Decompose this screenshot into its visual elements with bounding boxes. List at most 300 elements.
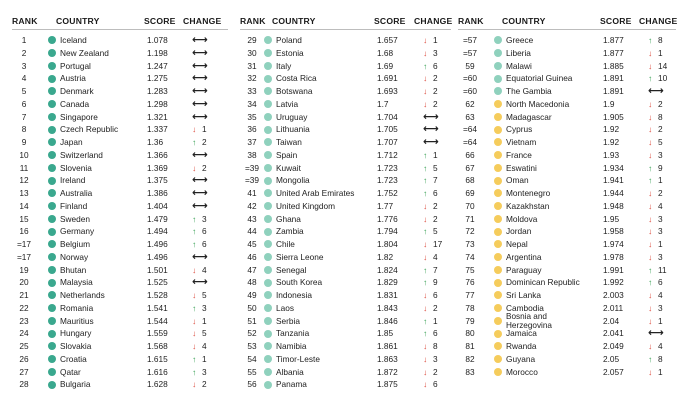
rank-cell: 20 [19, 277, 29, 288]
change-cell [423, 162, 455, 175]
tier-dot-icon [494, 291, 502, 299]
score-cell: 1.198 [147, 47, 168, 58]
tier-dot-icon [48, 113, 56, 121]
rank-cell: 34 [247, 98, 257, 109]
arrow-down-icon: ↓ [648, 239, 653, 249]
change-cell [192, 353, 224, 366]
country-name: Paraguay [506, 264, 542, 275]
arrow-up-icon: ↑ [648, 162, 653, 173]
country-name: Austria [60, 73, 86, 84]
rank-cell: 77 [465, 290, 475, 300]
tier-dot-icon [48, 368, 56, 376]
country-name: Oman [506, 175, 529, 186]
arrow-up-icon: ↑ [423, 188, 428, 198]
score-cell: 1.375 [147, 175, 168, 186]
country-name: Malawi [506, 60, 532, 71]
tier-dot-icon [48, 330, 56, 338]
table-row [12, 47, 232, 60]
country-name: Mongolia [276, 175, 310, 186]
arrow-up-icon: ↑ [648, 175, 653, 186]
change-value: 2 [202, 137, 207, 147]
change-cell [423, 340, 455, 353]
change-cell [192, 111, 224, 124]
change-value: 1 [658, 175, 663, 186]
change-value: 5 [433, 226, 438, 237]
arrow-up-icon: ↑ [423, 149, 428, 160]
change-cell [192, 85, 224, 98]
rank-cell: =17 [16, 251, 32, 262]
country-name: Netherlands [60, 290, 105, 300]
change-value: 6 [433, 379, 438, 390]
score-cell: 1.712 [377, 149, 398, 160]
table-row [12, 378, 232, 391]
rank-cell: 2 [21, 47, 27, 58]
change-cell [423, 315, 455, 328]
score-cell: 1.247 [147, 60, 168, 71]
tier-dot-icon [264, 126, 272, 134]
arrow-down-icon: ↓ [423, 366, 428, 377]
score-cell: 1.991 [603, 264, 624, 275]
arrow-down-icon: ↓ [648, 111, 653, 122]
rank-cell: 3 [21, 60, 27, 71]
score-cell: 2.003 [603, 290, 624, 300]
tier-dot-icon [264, 164, 272, 172]
score-cell: 1.275 [147, 73, 168, 84]
tier-dot-icon [494, 342, 502, 350]
rank-cell: 45 [247, 239, 257, 249]
score-cell: 1.705 [377, 124, 398, 135]
arrow-up-icon: ↑ [423, 264, 428, 275]
header-change: CHANGE [414, 16, 453, 26]
country-name: Slovakia [60, 341, 92, 351]
rank-cell: 50 [247, 302, 257, 313]
table-row [458, 340, 680, 353]
change-cell [423, 98, 455, 111]
change-value: 7 [433, 264, 438, 275]
header-rank: RANK [240, 16, 266, 26]
change-value: 7 [433, 175, 438, 186]
table-row [12, 98, 232, 111]
country-name: Latvia [276, 98, 299, 109]
change-value: 2 [433, 200, 438, 211]
score-cell: 1.628 [147, 379, 168, 390]
arrow-down-icon: ↓ [648, 188, 653, 198]
score-cell: 1.615 [147, 353, 168, 364]
rank-cell: 24 [19, 328, 29, 339]
rank-cell: 47 [247, 264, 257, 275]
country-name: Portugal [60, 60, 91, 71]
change-value: 1 [658, 366, 663, 377]
change-cell [423, 200, 455, 213]
change-cell [423, 225, 455, 238]
rank-cell: 54 [247, 353, 257, 364]
table-row [240, 47, 455, 60]
score-cell: 1.496 [147, 251, 168, 262]
arrow-down-icon: ↓ [423, 35, 428, 45]
rank-cell: 12 [19, 175, 29, 186]
country-name: Bosnia and Herzegovina [506, 311, 552, 330]
rank-cell: 1 [21, 35, 27, 45]
header-rank: RANK [458, 16, 484, 26]
score-cell: 1.544 [147, 315, 168, 326]
score-cell: 1.723 [377, 162, 398, 173]
rank-cell: =17 [16, 239, 32, 249]
score-cell: 2.05 [603, 353, 620, 364]
score-cell: 1.948 [603, 200, 624, 211]
tier-dot-icon [494, 355, 502, 363]
country-name: Denmark [60, 86, 94, 96]
change-value: 4 [658, 341, 663, 351]
arrow-up-icon: ↑ [423, 162, 428, 173]
tier-dot-icon [264, 36, 272, 44]
change-cell [423, 366, 455, 379]
country-name: Czech Republic [60, 124, 119, 135]
tier-dot-icon [494, 279, 502, 287]
arrow-down-icon: ↓ [192, 315, 197, 326]
country-name: Guyana [506, 353, 536, 364]
change-value: 1 [202, 353, 207, 364]
tier-dot-icon [494, 330, 502, 338]
table-row [12, 34, 232, 47]
tier-dot-icon [494, 62, 502, 70]
ranking-column [240, 0, 455, 408]
score-cell: 1.875 [377, 379, 398, 390]
table-row [240, 136, 455, 149]
tier-dot-icon [494, 100, 502, 108]
country-name: Spain [276, 149, 298, 160]
rank-cell: 16 [19, 226, 29, 237]
tier-dot-icon [48, 355, 56, 363]
table-row [240, 187, 455, 200]
change-value: 8 [658, 111, 663, 122]
score-cell: 1.843 [377, 302, 398, 313]
country-name: Indonesia [276, 290, 312, 300]
change-value: 3 [202, 366, 207, 377]
change-cell [192, 315, 224, 328]
score-cell: 1.885 [603, 60, 624, 71]
header-score: SCORE [374, 16, 406, 26]
country-name: Sierra Leone [276, 251, 324, 262]
country-name: Chile [276, 239, 295, 249]
change-value: 14 [658, 60, 668, 71]
country-name: Liberia [506, 47, 531, 58]
country-name: Montenegro [506, 188, 551, 198]
country-name: Vietnam [506, 137, 537, 147]
tier-dot-icon [494, 177, 502, 185]
change-value: 3 [433, 47, 438, 58]
tier-dot-icon [264, 113, 272, 121]
score-cell: 1.707 [377, 137, 398, 147]
change-value: 2 [202, 162, 207, 173]
rank-cell: 53 [247, 341, 257, 351]
change-value: 6 [202, 226, 207, 237]
country-name: Sri Lanka [506, 290, 542, 300]
country-name: Bulgaria [60, 379, 91, 390]
score-cell: 1.794 [377, 226, 398, 237]
rank-cell: 76 [465, 277, 475, 288]
score-cell: 2.041 [603, 328, 624, 339]
tier-dot-icon [48, 49, 56, 57]
table-row [240, 302, 455, 315]
change-value: 4 [433, 251, 438, 262]
change-value: 1 [658, 239, 663, 249]
arrow-up-icon: ↑ [192, 239, 197, 249]
score-cell: 1.657 [377, 35, 398, 45]
country-name: The Gambia [506, 86, 552, 96]
rank-cell: 59 [465, 60, 475, 71]
tier-dot-icon [264, 49, 272, 57]
rank-cell: 41 [247, 188, 257, 198]
score-cell: 1.7 [377, 98, 389, 109]
header-divider [12, 29, 228, 30]
rank-cell: 75 [465, 264, 475, 275]
arrow-down-icon: ↓ [192, 264, 197, 275]
tier-dot-icon [48, 253, 56, 261]
rank-cell: 28 [19, 379, 29, 390]
table-row [12, 149, 232, 162]
table-row [12, 136, 232, 149]
country-name: United Kingdom [276, 200, 336, 211]
change-cell [423, 47, 455, 60]
change-cell [192, 123, 224, 136]
country-name: Lithuania [276, 124, 310, 135]
tier-dot-icon [494, 138, 502, 146]
change-value: 3 [202, 213, 207, 224]
change-cell [192, 238, 224, 251]
change-cell [648, 98, 680, 111]
score-cell: 1.386 [147, 188, 168, 198]
tier-dot-icon [48, 279, 56, 287]
arrow-down-icon: ↓ [423, 251, 428, 262]
change-value: 3 [658, 226, 663, 237]
arrow-down-icon: ↓ [423, 341, 428, 351]
table-row [458, 60, 680, 73]
change-value: 6 [433, 60, 438, 71]
country-name: South Korea [276, 277, 323, 288]
rank-cell: 15 [19, 213, 29, 224]
change-cell [648, 353, 680, 366]
arrow-down-icon: ↓ [423, 86, 428, 96]
rank-cell: =60 [462, 86, 478, 96]
table-row [12, 289, 232, 302]
tier-dot-icon [494, 266, 502, 274]
table-row [458, 311, 680, 330]
header-score: SCORE [600, 16, 632, 26]
arrow-down-icon: ↓ [423, 47, 428, 58]
table-row [12, 72, 232, 85]
tier-dot-icon [48, 75, 56, 83]
rank-cell: 55 [247, 366, 257, 377]
change-value: 5 [433, 162, 438, 173]
rank-cell: 22 [19, 302, 29, 313]
change-cell [423, 111, 455, 124]
tier-dot-icon [264, 100, 272, 108]
arrow-up-icon: ↑ [192, 213, 197, 224]
arrow-up-icon: ↑ [648, 264, 653, 275]
country-name: Cyprus [506, 124, 533, 135]
tier-dot-icon [48, 164, 56, 172]
change-cell [192, 149, 224, 162]
arrow-down-icon: ↓ [423, 379, 428, 390]
rank-cell: 56 [247, 379, 257, 390]
change-value: 1 [202, 124, 207, 135]
tier-dot-icon [264, 202, 272, 210]
change-value: 5 [202, 290, 207, 300]
tier-dot-icon [48, 177, 56, 185]
tier-dot-icon [48, 126, 56, 134]
arrow-down-icon: ↓ [192, 379, 197, 390]
table-row [240, 174, 455, 187]
country-name: Qatar [60, 366, 81, 377]
header-country: COUNTRY [502, 16, 546, 26]
tier-dot-icon [494, 189, 502, 197]
tier-dot-icon [494, 304, 502, 312]
country-name: Zambia [276, 226, 304, 237]
score-cell: 1.82 [377, 251, 394, 262]
score-cell: 1.693 [377, 86, 398, 96]
arrow-down-icon: ↓ [192, 124, 197, 135]
no-change-icon: ⟷ [192, 148, 208, 161]
table-row [240, 264, 455, 277]
score-cell: 1.776 [377, 213, 398, 224]
change-cell [648, 340, 680, 353]
country-name: Slovenia [60, 162, 92, 173]
table-row [458, 238, 680, 251]
table-row [458, 47, 680, 60]
ranking-column [12, 0, 232, 408]
arrow-down-icon: ↓ [648, 302, 653, 313]
rank-cell: =64 [462, 124, 478, 135]
change-value: 6 [658, 277, 663, 288]
no-change-icon: ⟷ [192, 46, 208, 59]
country-name: Uruguay [276, 111, 308, 122]
change-value: 1 [658, 47, 663, 58]
change-cell [423, 302, 455, 315]
change-cell [648, 302, 680, 315]
no-change-icon: ⟷ [423, 123, 439, 136]
country-name: Norway [60, 251, 89, 262]
table-row [458, 289, 680, 302]
table-row [12, 302, 232, 315]
rank-cell: 35 [247, 111, 257, 122]
arrow-down-icon: ↓ [423, 353, 428, 364]
change-value: 2 [433, 98, 438, 109]
country-name: North Macedonia [506, 98, 570, 109]
table-row [12, 111, 232, 124]
score-cell: 1.863 [377, 353, 398, 364]
score-cell: 1.541 [147, 302, 168, 313]
change-cell [192, 225, 224, 238]
change-value: 9 [658, 162, 663, 173]
table-row [458, 34, 680, 47]
country-name: Greece [506, 35, 534, 45]
rank-cell: 66 [465, 149, 475, 160]
change-cell [423, 264, 455, 277]
score-cell: 1.691 [377, 73, 398, 84]
arrow-up-icon: ↑ [423, 315, 428, 326]
change-cell [423, 276, 455, 289]
score-cell: 1.934 [603, 162, 624, 173]
change-cell [192, 289, 224, 302]
score-cell: 1.9 [603, 98, 615, 109]
country-name: Costa Rica [276, 73, 317, 84]
table-row [458, 111, 680, 124]
rank-cell: 70 [465, 200, 475, 211]
tier-dot-icon [264, 189, 272, 197]
rank-cell: 7 [21, 111, 27, 122]
score-cell: 1.501 [147, 264, 168, 275]
arrow-down-icon: ↓ [648, 137, 653, 147]
score-cell: 1.723 [377, 175, 398, 186]
tier-dot-icon [48, 62, 56, 70]
header-divider [240, 29, 451, 30]
table-row [240, 251, 455, 264]
table-row [458, 123, 680, 136]
score-cell: 1.861 [377, 341, 398, 351]
rank-cell: 5 [21, 86, 27, 96]
country-name: France [506, 149, 532, 160]
change-cell [192, 378, 224, 391]
table-row [12, 366, 232, 379]
country-name: Switzerland [60, 149, 103, 160]
change-cell [423, 174, 455, 187]
change-value: 3 [202, 302, 207, 313]
arrow-down-icon: ↓ [192, 328, 197, 339]
table-row [458, 200, 680, 213]
change-cell [192, 187, 224, 200]
country-name: Ireland [60, 175, 86, 186]
country-name: Moldova [506, 213, 538, 224]
change-cell [423, 327, 455, 340]
country-name: Romania [60, 302, 94, 313]
tier-dot-icon [494, 87, 502, 95]
table-row [458, 187, 680, 200]
score-cell: 1.877 [603, 47, 624, 58]
change-value: 8 [433, 341, 438, 351]
table-row [12, 200, 232, 213]
change-cell [423, 60, 455, 73]
country-name: Namibia [276, 341, 307, 351]
no-change-icon: ⟷ [192, 34, 208, 46]
table-row [458, 251, 680, 264]
country-name: Belgium [60, 239, 90, 249]
rank-cell: 29 [247, 35, 257, 45]
score-cell: 1.559 [147, 328, 168, 339]
arrow-down-icon: ↓ [423, 290, 428, 300]
score-cell: 1.366 [147, 149, 168, 160]
score-cell: 1.078 [147, 35, 168, 45]
arrow-down-icon: ↓ [648, 341, 653, 351]
tier-dot-icon [494, 202, 502, 210]
change-value: 5 [202, 328, 207, 339]
table-row [240, 149, 455, 162]
change-value: 1 [658, 315, 663, 326]
change-cell [192, 34, 224, 47]
country-name: Tanzania [276, 328, 310, 339]
score-cell: 1.891 [603, 86, 624, 96]
arrow-up-icon: ↑ [423, 60, 428, 71]
score-cell: 1.992 [603, 277, 624, 288]
rank-cell: 8 [21, 124, 27, 135]
arrow-up-icon: ↑ [423, 328, 428, 339]
score-cell: 1.877 [603, 35, 624, 45]
no-change-icon: ⟷ [423, 110, 439, 123]
change-value: 9 [433, 277, 438, 288]
table-row [12, 85, 232, 98]
country-name: Jamaica [506, 328, 537, 339]
change-cell [648, 34, 680, 47]
table-row [240, 378, 455, 391]
